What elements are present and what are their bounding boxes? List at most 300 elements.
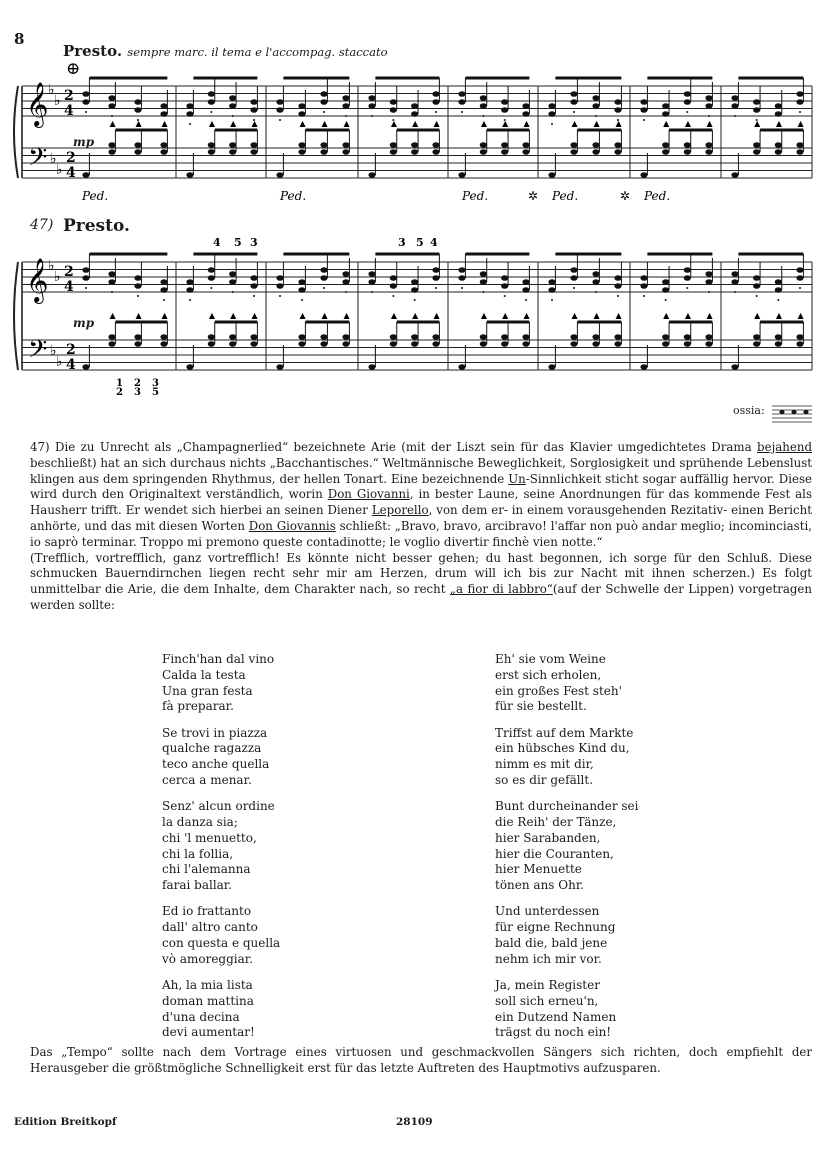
bass-chord-note — [705, 341, 712, 347]
lyrics-line: d'una decina — [162, 1009, 240, 1024]
score-system-arrangement — [0, 228, 827, 428]
lyrics-line: chi 'l menuetto, — [162, 830, 257, 845]
treble-note — [775, 279, 782, 285]
staccato-dot — [111, 115, 113, 117]
bass-chord-note — [614, 149, 621, 155]
bass-chord-note — [160, 341, 167, 347]
lyrics-line: Und unterdessen — [495, 904, 600, 919]
lyrics-line: trägst du noch ein! — [495, 1025, 612, 1040]
treble-note — [662, 287, 669, 293]
accent-mark: ▲ — [754, 119, 761, 128]
treble-note — [411, 279, 418, 285]
accent-mark: ▲ — [109, 119, 116, 128]
lyrics-line: fà preparar. — [162, 699, 234, 714]
underlined-word: bejahend — [757, 440, 812, 454]
bass-note — [276, 364, 283, 370]
staccato-dot — [777, 299, 779, 301]
staccato-dot — [573, 287, 575, 289]
staccato-dot — [525, 299, 527, 301]
bass-chord-note — [160, 334, 167, 340]
staccato-dot — [301, 299, 303, 301]
bass-note — [186, 172, 193, 178]
bass-chord-note — [320, 142, 327, 148]
bass-chord-note — [411, 341, 418, 347]
bass-chord-note — [298, 142, 305, 148]
treble-note — [640, 283, 647, 289]
lyrics-line: für eigne Rechnung — [495, 920, 616, 935]
accent-mark: ▲ — [433, 119, 440, 128]
treble-note — [411, 103, 418, 109]
bass-note — [458, 364, 465, 370]
bass-chord-note — [208, 142, 215, 148]
lyrics-stanza — [162, 652, 392, 715]
fingering-number: 3 — [152, 378, 159, 389]
treble-note — [501, 107, 508, 113]
pedal-mark: Ped. — [552, 189, 579, 203]
treble-note — [480, 271, 487, 277]
treble-note — [796, 275, 803, 281]
accent-mark: ▲ — [208, 119, 215, 128]
treble-note — [186, 103, 193, 109]
time-signature: 2 — [66, 150, 76, 166]
accent-mark: ▲ — [593, 119, 600, 128]
bass-chord-note — [684, 149, 691, 155]
fingering-number: 4 — [430, 236, 438, 249]
lyrics-line: qualche ragazza — [162, 741, 262, 756]
bass-note — [548, 172, 555, 178]
treble-note — [82, 275, 89, 281]
bass-chord-note — [592, 334, 599, 340]
time-signature: 4 — [66, 357, 76, 373]
footnote-text-run: -Sinnlichkeit sticht sogar auffällig hervor. Diese wird durch den Originaltext verständlich, worin — [30, 471, 812, 502]
bass-chord-note — [570, 142, 577, 148]
bass-chord-note — [662, 341, 669, 347]
bass-chord-note — [342, 142, 349, 148]
treble-note — [501, 99, 508, 105]
footnote-text-run: , in bester Laune, seine Anordnungen für das kommende Fest als Hausherr trifft. Er wendet sich hierbei an seinen Diener — [30, 487, 812, 518]
treble-note — [276, 275, 283, 281]
bass-chord-note — [229, 149, 236, 155]
treble-note — [796, 91, 803, 97]
bass-chord-note — [432, 341, 439, 347]
treble-note — [775, 287, 782, 293]
lyrics-line: vò amoreggiar. — [162, 951, 254, 966]
staccato-dot — [482, 115, 484, 117]
staccato-dot — [665, 299, 667, 301]
staccato-dot — [279, 295, 281, 297]
treble-note — [796, 99, 803, 105]
staccato-dot — [799, 287, 801, 289]
footnote-paragraph-1 — [30, 440, 812, 551]
bass-note — [640, 364, 647, 370]
accent-mark: ▲ — [797, 119, 804, 128]
lyrics-line: bald die, bald jene — [495, 935, 608, 950]
treble-note — [250, 99, 257, 105]
bass-chord-note — [662, 334, 669, 340]
bass-chord-note — [522, 334, 529, 340]
time-signature: 4 — [64, 279, 74, 295]
accent-mark: ▲ — [523, 311, 530, 320]
accent-mark: ▲ — [135, 311, 142, 320]
treble-note — [368, 279, 375, 285]
treble-note — [501, 283, 508, 289]
accent-mark: ▲ — [208, 311, 215, 320]
treble-note — [480, 279, 487, 285]
accent-mark: ▲ — [230, 119, 237, 128]
bass-chord-note — [390, 149, 397, 155]
staccato-dot — [345, 115, 347, 117]
treble-note — [160, 103, 167, 109]
lyrics-italian-column — [162, 652, 392, 1051]
bass-chord-note — [570, 334, 577, 340]
bass-chord-note — [592, 341, 599, 347]
accent-mark: ▲ — [593, 311, 600, 320]
treble-note — [186, 279, 193, 285]
lyrics-line: cerca a menar. — [162, 772, 252, 787]
staccato-dot — [708, 115, 710, 117]
treble-note — [796, 267, 803, 273]
footnote-text-run: Die zu Unrecht als „Champagnerlied“ bezeichnete Arie (mit der Liszt sein für das Klavier umgedichtetes Drama — [55, 440, 758, 454]
treble-note — [640, 107, 647, 113]
lyrics-line: Eh' sie vom Weine — [495, 652, 606, 666]
treble-note — [522, 279, 529, 285]
lyrics-stanza — [162, 904, 392, 967]
staccato-dot — [189, 299, 191, 301]
fingering-number: 5 — [234, 236, 242, 249]
bass-chord-note — [108, 341, 115, 347]
treble-note — [548, 103, 555, 109]
fingering-number: 5 — [416, 236, 424, 249]
staccato-dot — [595, 291, 597, 293]
lyrics-stanza — [495, 726, 735, 789]
bass-chord-note — [614, 341, 621, 347]
staccato-dot — [643, 119, 645, 121]
accent-mark: ▲ — [615, 119, 622, 128]
lyrics-line: Finch'han dal vino — [162, 652, 275, 666]
treble-note — [522, 103, 529, 109]
accent-mark: ▲ — [684, 311, 691, 320]
staccato-dot — [85, 287, 87, 289]
accent-mark: ▲ — [390, 119, 397, 128]
footnote-text-run: (Trefflich, vortrefflich, ganz vortrefflich! Es könnte nicht besser gehen; du hast begonnen, ich sorge für den Schluß. Diese schmucken Bauerndirnchen liegen recht sehr mir am Herzen, drum will ich bis zur Nacht mit ihnen scherzen.) Es folgt unmittelbar die Arie, die dem Inhalte, dem Charakter nach, so recht — [30, 550, 812, 597]
treble-note — [250, 107, 257, 113]
bass-chord-note — [705, 149, 712, 155]
plate-number: 28109 — [396, 1116, 433, 1128]
treble-note — [662, 103, 669, 109]
treble-note — [208, 99, 215, 105]
bass-chord-note — [208, 334, 215, 340]
staccato-dot — [643, 295, 645, 297]
lyrics-line: ein hübsches Kind du, — [495, 741, 630, 756]
time-signature: 2 — [64, 88, 74, 104]
treble-note — [411, 111, 418, 117]
treble-clef: 𝄞 — [26, 258, 49, 302]
bass-chord-note — [298, 149, 305, 155]
staccato-dot — [232, 291, 234, 293]
time-signature: 4 — [64, 103, 74, 119]
treble-note — [320, 99, 327, 105]
footnote-marker: 47) — [30, 440, 50, 454]
staccato-dot — [111, 291, 113, 293]
lyrics-stanza — [495, 652, 735, 715]
bass-chord-note — [134, 149, 141, 155]
bass-chord-note — [753, 341, 760, 347]
lyrics-line: chi l'alemanna — [162, 862, 251, 877]
staccato-dot — [573, 111, 575, 113]
lyrics-line: tönen ans Ohr. — [495, 878, 585, 893]
staccato-dot — [392, 295, 394, 297]
staccato-dot — [253, 295, 255, 297]
footnote-text-run: (auf der Schwelle der Lippen) vorgetragen werden sollte: — [30, 582, 813, 612]
accent-mark: ▲ — [706, 119, 713, 128]
treble-note — [458, 99, 465, 105]
pedal-mark: Ped. — [644, 189, 671, 203]
flat-sign: ♭ — [48, 258, 55, 274]
staccato-dot — [189, 123, 191, 125]
lyrics-line: Triffst auf dem Markte — [495, 725, 634, 740]
bass-chord-note — [614, 142, 621, 148]
bass-note — [731, 172, 738, 178]
lyrics-line: ein Dutzend Namen — [495, 1009, 617, 1024]
bass-chord-note — [298, 334, 305, 340]
treble-note — [684, 267, 691, 273]
accent-mark: ▲ — [684, 119, 691, 128]
bass-chord-note — [411, 149, 418, 155]
treble-note — [208, 275, 215, 281]
treble-note — [320, 275, 327, 281]
bass-chord-note — [134, 142, 141, 148]
accent-mark: ▲ — [251, 311, 258, 320]
bass-note — [276, 172, 283, 178]
fingering-number: 1 — [116, 378, 123, 389]
accent-mark: ▲ — [615, 311, 622, 320]
treble-note — [108, 271, 115, 277]
footnote-text-run: beschließt) hat an sich durchaus nichts „Bacchantisches.“ Weltmännische Beweglichkeit, Sorglosigkeit und sprühende Lebenslust klingen aus dem springenden Rhythmus, der hellen Tonart. Eine bezeichnende — [30, 455, 812, 486]
lyrics-line: Senz' alcun ordine — [162, 799, 275, 814]
treble-note — [134, 275, 141, 281]
underlined-phrase: „a fior di labbro“ — [449, 582, 553, 597]
lyrics-line: soll sich erneu'n, — [495, 993, 599, 1008]
treble-note — [390, 283, 397, 289]
treble-note — [368, 103, 375, 109]
treble-note — [229, 103, 236, 109]
lyrics-line: für sie bestellt. — [495, 699, 587, 714]
bass-chord-note — [614, 334, 621, 340]
treble-note — [208, 267, 215, 273]
bass-chord-note — [775, 142, 782, 148]
lyrics-line: Bunt durcheinander sei — [495, 799, 639, 814]
flat-sign: ♭ — [50, 151, 57, 167]
ossia-note — [779, 410, 784, 414]
accent-mark: ▲ — [502, 119, 509, 128]
bass-chord-note — [753, 142, 760, 148]
tempo-expression: sempre marc. il tema e l'accompag. staccato — [127, 45, 388, 59]
treble-note — [570, 99, 577, 105]
time-signature: 4 — [66, 165, 76, 181]
bass-chord-note — [411, 334, 418, 340]
treble-note — [276, 107, 283, 113]
lyrics-line: hier die Couranten, — [495, 846, 614, 861]
treble-note — [614, 283, 621, 289]
treble-note — [320, 91, 327, 97]
bass-clef: 𝄢 — [28, 143, 48, 178]
staccato-dot — [210, 287, 212, 289]
treble-note — [614, 275, 621, 281]
bass-clef: 𝄢 — [28, 335, 48, 370]
lyrics-line: con questa e quella — [162, 935, 281, 950]
treble-note — [134, 283, 141, 289]
bass-chord-note — [522, 149, 529, 155]
bass-chord-note — [342, 334, 349, 340]
staccato-dot — [163, 299, 165, 301]
staccato-dot — [504, 295, 506, 297]
treble-note — [458, 267, 465, 273]
fingering-number: 3 — [250, 236, 258, 249]
accent-mark: ▲ — [571, 119, 578, 128]
pedal-mark: Ped. — [462, 189, 489, 203]
bass-chord-note — [160, 142, 167, 148]
bass-chord-note — [501, 142, 508, 148]
ossia-note — [791, 410, 796, 414]
bass-chord-note — [684, 334, 691, 340]
accent-mark: ▲ — [523, 119, 530, 128]
accent-mark: ▲ — [754, 311, 761, 320]
bass-chord-note — [684, 142, 691, 148]
staccato-dot — [210, 111, 212, 113]
bass-chord-note — [592, 149, 599, 155]
accent-mark: ▲ — [251, 119, 258, 128]
treble-note — [775, 103, 782, 109]
staccato-dot — [371, 115, 373, 117]
bass-chord-note — [229, 334, 236, 340]
treble-note — [298, 103, 305, 109]
staccato-dot — [323, 111, 325, 113]
bass-chord-note — [250, 341, 257, 347]
bass-chord-note — [411, 142, 418, 148]
accent-mark: ▲ — [321, 311, 328, 320]
publisher-imprint: Edition Breitkopf — [14, 1116, 117, 1128]
accent-mark: ▲ — [480, 311, 487, 320]
bass-chord-note — [684, 341, 691, 347]
treble-note — [614, 107, 621, 113]
treble-note — [522, 287, 529, 293]
accent-mark: ▲ — [480, 119, 487, 128]
underlined-name: Leporello — [371, 503, 429, 518]
treble-note — [82, 267, 89, 273]
treble-note — [753, 275, 760, 281]
staccato-dot — [461, 111, 463, 113]
treble-note — [368, 271, 375, 277]
treble-note — [684, 99, 691, 105]
staccato-dot — [414, 299, 416, 301]
bass-chord-note — [705, 142, 712, 148]
time-signature: 2 — [64, 264, 74, 280]
accent-mark: ▲ — [663, 311, 670, 320]
lyrics-line: la danza sia; — [162, 814, 238, 829]
bass-chord-note — [342, 149, 349, 155]
underlined-word: Un — [508, 471, 526, 486]
bass-note — [368, 172, 375, 178]
tempo-marking-bottom: Presto. — [63, 216, 130, 236]
bass-chord-note — [432, 149, 439, 155]
lyrics-line: Ed io frattanto — [162, 904, 252, 919]
accent-mark: ▲ — [321, 119, 328, 128]
treble-note — [662, 111, 669, 117]
bass-note — [186, 364, 193, 370]
treble-note — [592, 279, 599, 285]
treble-note — [753, 99, 760, 105]
flat-sign: ♭ — [50, 343, 57, 359]
treble-note — [276, 283, 283, 289]
bass-chord-note — [775, 149, 782, 155]
treble-note — [522, 111, 529, 117]
staccato-dot — [799, 111, 801, 113]
treble-note — [614, 99, 621, 105]
treble-note — [229, 271, 236, 277]
bass-chord-note — [320, 334, 327, 340]
staccato-dot — [435, 287, 437, 289]
staccato-dot — [734, 291, 736, 293]
treble-note — [82, 91, 89, 97]
flat-sign: ♭ — [56, 162, 63, 178]
treble-note — [298, 279, 305, 285]
treble-note — [160, 279, 167, 285]
treble-note — [108, 279, 115, 285]
bass-chord-note — [522, 341, 529, 347]
bass-chord-note — [775, 334, 782, 340]
treble-note — [160, 111, 167, 117]
treble-note — [640, 275, 647, 281]
treble-note — [342, 271, 349, 277]
bass-chord-note — [320, 341, 327, 347]
staccato-dot — [435, 111, 437, 113]
page-number: 8 — [14, 30, 25, 48]
lyrics-stanza — [162, 726, 392, 789]
treble-note — [432, 267, 439, 273]
treble-note — [411, 287, 418, 293]
bass-chord-note — [753, 334, 760, 340]
bass-chord-note — [432, 142, 439, 148]
ossia-label: ossia: — [733, 404, 765, 417]
brace — [14, 86, 18, 178]
treble-clef: 𝄞 — [26, 82, 49, 126]
treble-note — [250, 275, 257, 281]
treble-note — [501, 275, 508, 281]
treble-note — [731, 271, 738, 277]
treble-note — [108, 103, 115, 109]
staccato-dot — [461, 287, 463, 289]
lyrics-line: dall' altro canto — [162, 920, 258, 935]
accent-mark: ▲ — [571, 311, 578, 320]
accent-mark: ▲ — [433, 311, 440, 320]
underlined-name: Don Giovanni — [327, 487, 410, 502]
accent-mark: ▲ — [161, 119, 168, 128]
treble-note — [592, 271, 599, 277]
footnote-text-run: schließt: „Bravo, bravo, arcibravo! l'affar non può andar meglio; incominciasti, io saprò terminar. Troppo mi premono queste contadinotte; le voglio divertir finchè vien notte.“ — [30, 518, 812, 549]
treble-note — [705, 279, 712, 285]
bass-note — [368, 364, 375, 370]
lyrics-stanza — [162, 978, 392, 1041]
treble-note — [432, 99, 439, 105]
staccato-dot — [734, 115, 736, 117]
staccato-dot — [279, 119, 281, 121]
treble-note — [208, 91, 215, 97]
lyrics-line: ein großes Fest steh' — [495, 683, 622, 698]
bass-chord-note — [108, 142, 115, 148]
fingering-number: 5 — [152, 387, 159, 398]
lyrics-line: teco anche quella — [162, 757, 270, 772]
accent-mark: ▲ — [775, 311, 782, 320]
